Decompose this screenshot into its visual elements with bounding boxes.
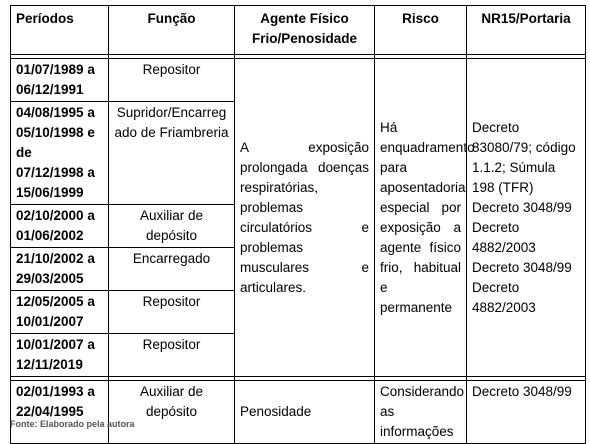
- function-cell: Repositor: [109, 334, 235, 377]
- function-cell: Repositor: [109, 291, 235, 334]
- period-cell: 12/05/2005 a 10/01/2007: [11, 291, 109, 334]
- period-cell: 02/10/2000 a 01/06/2002: [11, 205, 109, 248]
- risk-cell: Considerando as informações: [375, 381, 467, 444]
- period-cell: 02/01/1993 a 22/04/1995: [11, 381, 109, 444]
- header-funcao: Função: [109, 6, 235, 55]
- agent-cell: Penosidade: [235, 381, 375, 444]
- table-source-note: Fonte: Elaborado pela autora: [10, 419, 135, 429]
- function-cell: Supridor/Encarregado de Friambreria: [109, 102, 235, 205]
- nr15-cell: [467, 59, 586, 377]
- header-agente: Agente Físico Frio/Penosidade: [235, 6, 375, 55]
- function-cell: Repositor: [109, 59, 235, 102]
- nr15-item: Decreto 3048/99: [472, 199, 572, 215]
- header-nr15: NR15/Portaria: [467, 6, 586, 55]
- table-row: [11, 381, 586, 444]
- header-row: [11, 6, 586, 55]
- header-periodos: Períodos: [11, 6, 109, 55]
- function-cell: Auxiliar de depósito: [109, 381, 235, 444]
- period-cell: 10/01/2007 a 12/11/2019: [11, 334, 109, 377]
- nr15-item: Decreto 4882/2003: [472, 279, 536, 315]
- nr15-item: Decreto 4882/2003: [472, 219, 536, 255]
- header-risco: Risco: [375, 6, 467, 55]
- agent-cell: A exposição prolongada doenças respiratórias, problemas circulatórios e problemas musculares e articulares.: [235, 59, 375, 377]
- nr15-item: Decreto 3048/99: [472, 259, 572, 275]
- period-cell: 01/07/1989 a 06/12/1991: [11, 59, 109, 102]
- period-cell: 04/08/1995 a 05/10/1998 e de 07/12/1998 a 15/06/1999: [11, 102, 109, 205]
- nr15-cell: Decreto 3048/99: [467, 381, 586, 444]
- risk-cell: Há enquadramento para aposentadoria especial por exposição a agente físico frio, habitual e permanente: [375, 59, 467, 377]
- function-cell: Encarregado: [109, 248, 235, 291]
- function-cell: Auxiliar de depósito: [109, 205, 235, 248]
- table-row: [11, 59, 586, 102]
- nr15-item: Decreto 83080/79; código 1.1.2; Súmula 198 (TFR): [472, 119, 576, 195]
- periods-table: [10, 5, 586, 444]
- period-cell: 21/10/2002 a 29/03/2005: [11, 248, 109, 291]
